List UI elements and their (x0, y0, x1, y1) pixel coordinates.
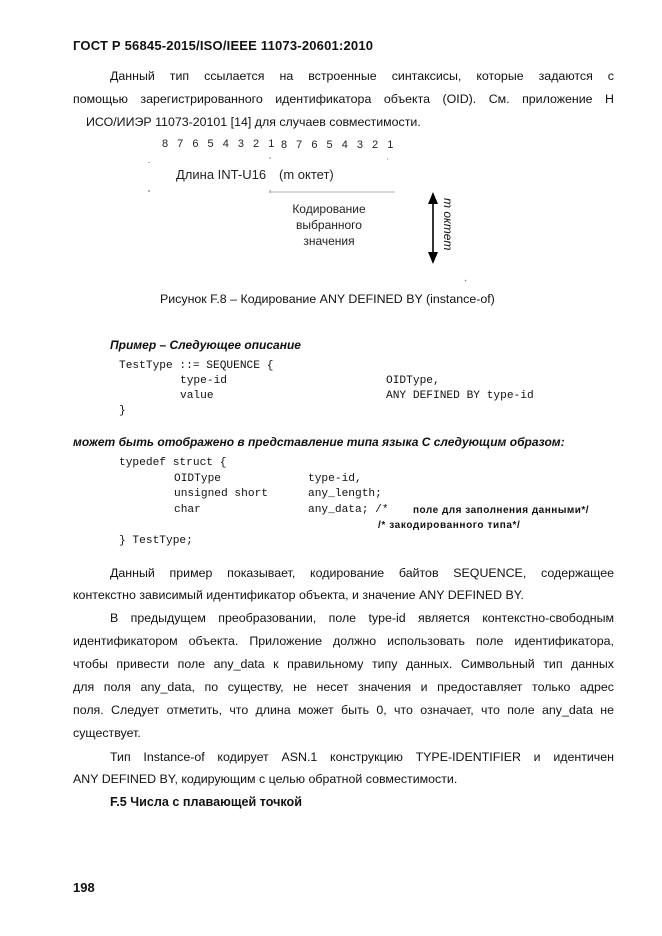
code-line: OIDType, (386, 375, 440, 387)
page-number: 198 (73, 880, 95, 895)
intro-line: Данный тип ссылается на встроенные синтаксисы, которые задаются с (110, 69, 614, 83)
encoding-line: Кодирование (292, 202, 366, 216)
code-line: ANY DEFINED BY type-id (386, 390, 534, 402)
section-heading: F.5 Числа с плавающей точкой (110, 795, 302, 809)
code-line: } TestType; (119, 535, 193, 547)
bit-numbers-right: 8 7 6 5 4 3 2 1 (281, 139, 397, 151)
code-comment: поле для заполнения данными*/ (413, 505, 590, 516)
figure-lines (140, 150, 480, 290)
example-heading: Пример – Следующее описание (110, 338, 301, 352)
paragraph-line: для поля any_data, по существу, не несет значения и предоставляет только адрес (73, 680, 614, 694)
code-line: type-id, (308, 473, 362, 485)
code-line: unsigned short (174, 488, 268, 500)
mapping-heading: может быть отображено в представление типа языка С следующим образом: (73, 435, 565, 449)
encoding-line: значения (303, 234, 355, 248)
paragraph-line: идентификатором объекта. Приложение должно использовать поле идентификатора, (73, 634, 614, 648)
code-line: char (174, 504, 201, 516)
code-line: type-id (180, 375, 227, 387)
arrow-label-text: m октет (441, 198, 455, 251)
code-line: } (119, 405, 126, 417)
code-line: any_data; /* (308, 504, 389, 516)
code-comment: /* закодированного типа*/ (378, 520, 521, 531)
code-line: typedef struct { (119, 457, 227, 469)
encoding-line: выбранного (296, 218, 362, 232)
intro-line: ИСО/ИИЭР 11073-20101 [14] для случаев совместимости. (86, 115, 421, 129)
code-line: TestType ::= SEQUENCE { (119, 360, 274, 372)
length-label: Длина INT-U16 (176, 167, 267, 182)
figure-caption: Рисунок F.8 – Кодирование ANY DEFINED BY (instance-of) (160, 292, 495, 306)
double-arrow (428, 192, 438, 264)
paragraph-line: существует. (73, 726, 141, 740)
code-line: OIDType (174, 473, 221, 485)
bit-numbers-left: 8 7 6 5 4 3 2 1 (162, 138, 278, 150)
arrow-label (441, 198, 455, 250)
document-header: ГОСТ Р 56845-2015/ISO/IEEE 11073-20601:2010 (73, 38, 374, 53)
paragraph-line: поля. Следует отметить, что длина может быть 0, что означает, что поле any_data не (73, 703, 614, 717)
paragraph-line: чтобы привести поле any_data к правильному типу данных. Символьный тип данных (73, 657, 614, 671)
paragraph-line: контекстно зависимый идентификатор объекта, и значение ANY DEFINED BY. (73, 588, 524, 602)
intro-line: помощью зарегистрированного идентификатора объекта (OID). См. приложение Н (73, 92, 614, 106)
paragraph-line: Данный пример показывает, кодирование байтов SEQUENCE, содержащее (110, 566, 614, 580)
octet-label: (m октет) (279, 167, 334, 182)
paragraph-line: В предыдущем преобразовании, поле type-id является контекстно-свободным (110, 611, 614, 625)
paragraph-line: ANY DEFINED BY, кодирующим с целью обратной совместимости. (73, 772, 458, 786)
code-line: any_length; (308, 488, 382, 500)
code-line: value (180, 390, 214, 402)
paragraph-line: Тип Instance-of кодирует ASN.1 конструкцию TYPE-IDENTIFIER и идентичен (110, 750, 614, 764)
